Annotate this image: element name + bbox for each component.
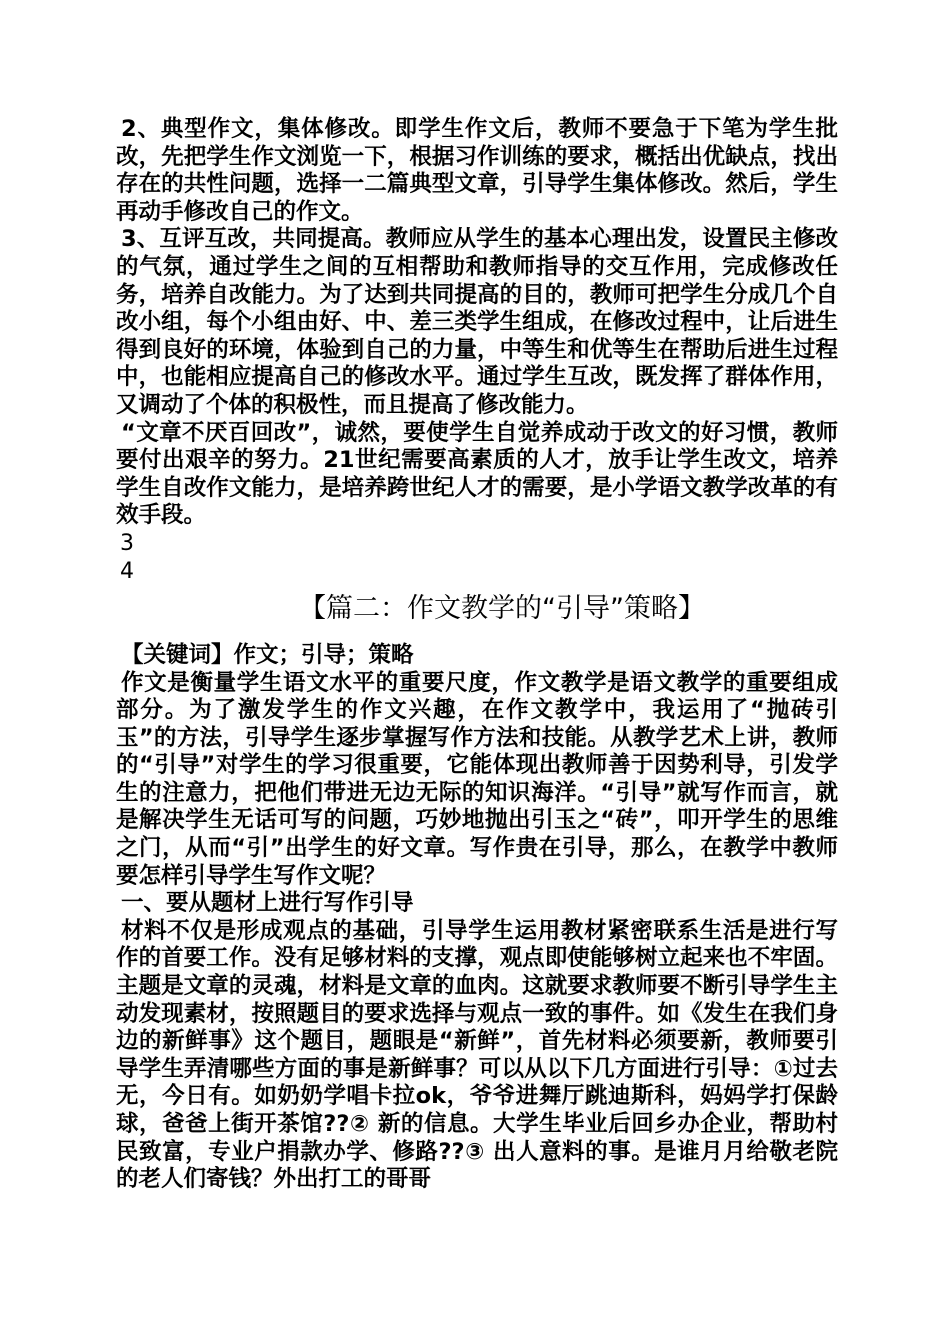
paragraph-peer-review: 3、互评互改，共同提高。教师应从学生的基本心理出发，设置民主修改的气氛，通过学生之间的互相帮助和教师指导的交互作用，完成修改任务，培养自改能力。为了达到共同提高的目的，教师可把学生分成几个自改小组，每个小组由好、中、差三类学生组成，在修改过程中，让后进生得到良好的环境，体验到自己的力量，中等生和优等生在帮助后进生过程中，也能相应提高自己的修改水平。通过学生互改，既发挥了群体作用，又调动了个体的积极性，而且提高了修改能力。 xyxy=(116,226,838,418)
section-title: 【篇二：作文教学的“引导”策略】 xyxy=(299,592,705,624)
page-number-4: 4 xyxy=(120,558,134,584)
paragraph-conclusion: “文章不厌百回改”，诚然，要使学生自觉养成动于改文的好习惯，教师要付出艰辛的努力。21世纪需要高素质的人才，放手让学生改文，培养学生自改作文能力，是培养跨世纪人才的需要，是小学语文教学改革的有效手段。 xyxy=(116,419,838,529)
paragraph-intro: 作文是衡量学生语文水平的重要尺度，作文教学是语文教学的重要组成部分。为了激发学生的作文兴趣，在作文教学中，我运用了“抛砖引玉”的方法，引导学生逐步掌握写作方法和技能。从教学艺术上讲，教师的“引导”对学生的学习很重要，它能体现出教师善于因势利导，引发学生的注意力，把他们带进无边无际的知识海洋。“引导”就写作而言，就是解决学生无话可写的问题，巧妙地抛出引玉之“砖”，叩开学生的思维之门，从而“引”出学生的好文章。写作贵在引导，那么，在教学中教师要怎样引导学生写作文呢？ xyxy=(116,669,838,889)
document-page xyxy=(116,116,838,1194)
keywords-line: 【关键词】作文；引导；策略 xyxy=(121,641,414,668)
heading-topic-guidance: 一、要从题材上进行写作引导 xyxy=(121,890,414,917)
page-number-3: 3 xyxy=(120,530,134,556)
paragraph-material: 材料不仅是形成观点的基础，引导学生运用教材紧密联系生活是进行写作的首要工作。没有足够材料的支撑，观点即使能够树立起来也不牢固。主题是文章的灵魂，材料是文章的血肉。这就要求教师要不断引导学生主动发现素材，按照题目的要求选择与观点一致的事件。如《发生在我们身边的新鲜事》这个题目，题眼是“新鲜”，首先材料必须要新，教师要引导学生弄清哪些方面的事是新鲜事？可以从以下几方面进行引导：①过去无，今日有。如奶奶学唱卡拉ok，爷爷进舞厅跳迪斯科，妈妈学打保龄球，爸爸上街开茶馆??② 新的信息。大学生毕业后回乡办企业，帮助村民致富，专业户捐款办学、修路??③ 出人意料的事。是谁月月给敬老院的老人们寄钱？外出打工的哥哥 xyxy=(116,917,838,1193)
paragraph-typical-essay: 2、典型作文，集体修改。即学生作文后，教师不要急于下笔为学生批改，先把学生作文浏览一下，根据习作训练的要求，概括出优缺点，找出存在的共性问题，选择一二篇典型文章，引导学生集体修改。然后，学生再动手修改自己的作文。 xyxy=(116,116,838,225)
